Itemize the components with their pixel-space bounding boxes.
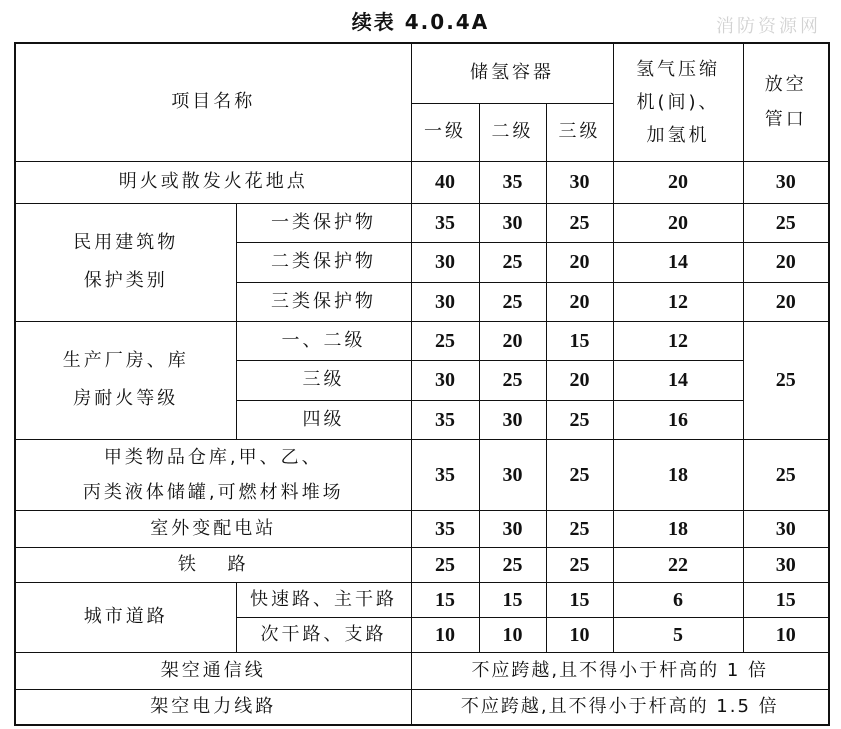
value-grade-2: 25 xyxy=(479,547,546,582)
value-compressor: 18 xyxy=(613,510,743,547)
row-civil-class-1 xyxy=(15,203,829,242)
value-grade-2: 30 xyxy=(479,439,546,510)
value-grade-2: 20 xyxy=(479,321,546,360)
sub-label-production-grade-4: 四级 xyxy=(236,400,411,439)
group-label-urban-roads: 城市道路 xyxy=(15,582,236,652)
row-label-railway: 铁 路 xyxy=(15,547,411,582)
value-grade-3: 25 xyxy=(546,400,613,439)
value-grade-2: 25 xyxy=(479,360,546,400)
value-grade-1: 30 xyxy=(411,242,479,282)
value-vent: 15 xyxy=(743,582,829,617)
value-compressor: 12 xyxy=(613,282,743,321)
header-vent xyxy=(743,43,829,161)
value-grade-3: 25 xyxy=(546,510,613,547)
value-grade-3: 25 xyxy=(546,547,613,582)
value-grade-1: 10 xyxy=(411,617,479,652)
row-label-overhead-power-line: 架空电力线路 xyxy=(15,689,411,725)
sub-label-civil-class-2: 二类保护物 xyxy=(236,242,411,282)
value-grade-1: 35 xyxy=(411,439,479,510)
value-grade-1: 30 xyxy=(411,282,479,321)
header-grade-2: 二级 xyxy=(479,103,546,161)
value-vent: 20 xyxy=(743,282,829,321)
value-grade-2: 35 xyxy=(479,161,546,203)
value-grade-2: 10 xyxy=(479,617,546,652)
value-vent: 20 xyxy=(743,242,829,282)
header-compressor-line-2: 机(间)、 xyxy=(636,91,720,113)
value-grade-1: 35 xyxy=(411,510,479,547)
value-compressor: 12 xyxy=(613,321,743,360)
row-overhead-power-line xyxy=(15,689,829,725)
value-grade-3: 20 xyxy=(546,282,613,321)
sub-label-secondary-road: 次干路、支路 xyxy=(236,617,411,652)
header-row-1 xyxy=(15,43,829,103)
row-label-class-a-storage xyxy=(15,439,411,510)
value-grade-3: 20 xyxy=(546,242,613,282)
header-vent-line-2: 管口 xyxy=(764,109,807,131)
value-grade-3: 20 xyxy=(546,360,613,400)
row-label-substation: 室外变配电站 xyxy=(15,510,411,547)
row-railway xyxy=(15,547,829,582)
value-grade-3: 30 xyxy=(546,161,613,203)
value-vent: 10 xyxy=(743,617,829,652)
sub-label-production-grade-1-2: 一、二级 xyxy=(236,321,411,360)
row-open-flame xyxy=(15,161,829,203)
value-compressor: 22 xyxy=(613,547,743,582)
sub-label-production-grade-3: 三级 xyxy=(236,360,411,400)
value-grade-2: 30 xyxy=(479,400,546,439)
value-grade-2: 15 xyxy=(479,582,546,617)
value-grade-3: 25 xyxy=(546,439,613,510)
value-vent: 25 xyxy=(743,203,829,242)
value-grade-1: 25 xyxy=(411,321,479,360)
value-compressor: 14 xyxy=(613,242,743,282)
value-grade-3: 25 xyxy=(546,203,613,242)
header-hydrogen-storage: 储氢容器 xyxy=(411,43,613,103)
value-compressor: 16 xyxy=(613,400,743,439)
group-label-production xyxy=(15,321,236,439)
watermark-text: 消防资源网 xyxy=(716,16,821,37)
value-vent-merged: 25 xyxy=(743,321,829,439)
value-grade-3: 15 xyxy=(546,582,613,617)
value-grade-3: 10 xyxy=(546,617,613,652)
note-overhead-comm-line: 不应跨越,且不得小于杆高的 1 倍 xyxy=(411,652,829,689)
value-grade-1: 15 xyxy=(411,582,479,617)
value-grade-1: 35 xyxy=(411,400,479,439)
header-grade-1: 一级 xyxy=(411,103,479,161)
header-grade-3: 三级 xyxy=(546,103,613,161)
row-label-line-1: 甲类物品仓库,甲、乙、 xyxy=(103,446,323,468)
safety-distance-table xyxy=(14,42,830,726)
value-grade-2: 25 xyxy=(479,242,546,282)
header-item-name: 项目名称 xyxy=(15,43,411,161)
value-compressor: 6 xyxy=(613,582,743,617)
sub-label-expressway: 快速路、主干路 xyxy=(236,582,411,617)
row-substation xyxy=(15,510,829,547)
row-class-a-storage xyxy=(15,439,829,510)
value-compressor: 20 xyxy=(613,161,743,203)
value-compressor: 18 xyxy=(613,439,743,510)
value-grade-2: 30 xyxy=(479,203,546,242)
row-production-grade-1-2 xyxy=(15,321,829,360)
note-overhead-power-line: 不应跨越,且不得小于杆高的 1.5 倍 xyxy=(411,689,829,725)
value-vent: 30 xyxy=(743,510,829,547)
header-compressor-line-1: 氢气压缩 xyxy=(636,58,721,80)
value-compressor: 20 xyxy=(613,203,743,242)
sub-label-civil-class-1: 一类保护物 xyxy=(236,203,411,242)
group-label-line-1: 生产厂房、库 xyxy=(62,350,189,371)
value-grade-1: 25 xyxy=(411,547,479,582)
value-compressor: 14 xyxy=(613,360,743,400)
header-compressor-line-3: 加氢机 xyxy=(646,124,710,146)
row-label-open-flame: 明火或散发火花地点 xyxy=(15,161,411,203)
row-label-line-2: 丙类液体储罐,可燃材料堆场 xyxy=(82,481,344,503)
group-label-civil-buildings xyxy=(15,203,236,321)
value-vent: 25 xyxy=(743,439,829,510)
value-vent: 30 xyxy=(743,161,829,203)
row-urban-expressway xyxy=(15,582,829,617)
value-vent: 30 xyxy=(743,547,829,582)
value-grade-1: 35 xyxy=(411,203,479,242)
value-compressor: 5 xyxy=(613,617,743,652)
row-label-overhead-comm-line: 架空通信线 xyxy=(15,652,411,689)
value-grade-1: 40 xyxy=(411,161,479,203)
value-grade-2: 25 xyxy=(479,282,546,321)
value-grade-1: 30 xyxy=(411,360,479,400)
group-label-line-1: 民用建筑物 xyxy=(73,232,179,253)
value-grade-2: 30 xyxy=(479,510,546,547)
row-overhead-comm-line xyxy=(15,652,829,689)
table-title: 续表 4.0.4A xyxy=(351,10,490,34)
header-compressor xyxy=(613,43,743,161)
sub-label-civil-class-3: 三类保护物 xyxy=(236,282,411,321)
group-label-line-2: 保护类别 xyxy=(83,270,168,291)
value-grade-3: 15 xyxy=(546,321,613,360)
group-label-line-2: 房耐火等级 xyxy=(73,388,179,409)
header-vent-line-1: 放空 xyxy=(764,74,807,96)
